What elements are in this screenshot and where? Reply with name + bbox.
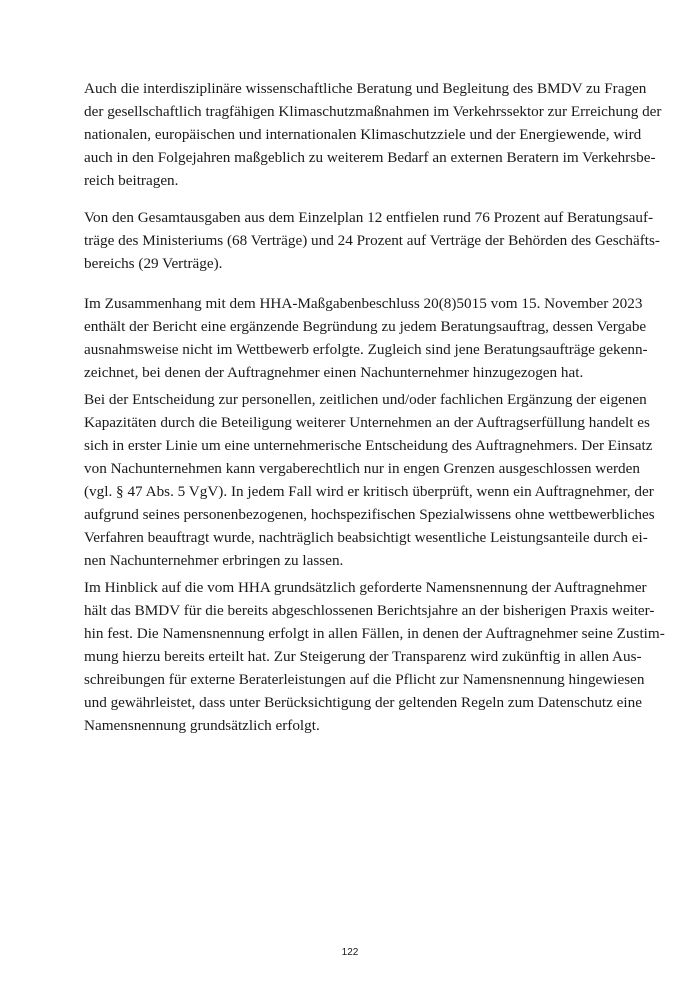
paragraph-line: hält das BMDV für die bereits abgeschlossenen Berichtsjahre an der bisherigen Praxis weiter- (84, 602, 655, 619)
paragraph-line: bereichs (29 Verträge). (84, 255, 223, 272)
paragraph-line: (vgl. § 47 Abs. 5 VgV). In jedem Fall wird er kritisch überprüft, wenn ein Auftragnehmer, der (84, 483, 654, 500)
paragraph-line: nationalen, europäischen und internationalen Klimaschutzziele und der Energiewende, wird (84, 126, 642, 143)
paragraph-line: von Nachunternehmen kann vergaberechtlich nur in engen Grenzen ausgeschlossen werden (84, 460, 640, 477)
paragraph-line: schreibungen für externe Beraterleistungen auf die Pflicht zur Namensnennung hingewiesen (84, 671, 645, 688)
paragraph-line: nen Nachunternehmer erbringen zu lassen. (84, 552, 344, 569)
paragraph-line: Im Zusammenhang mit dem HHA-Maßgabenbeschluss 20(8)5015 vom 15. November 2023 (84, 295, 643, 312)
paragraph-line: aufgrund seines personenbezogenen, hochspezifischen Spezialwissens ohne wettbewerbliches (84, 506, 655, 523)
paragraph-line: Im Hinblick auf die vom HHA grundsätzlich geforderte Namensnennung der Auftragnehmer (84, 579, 647, 596)
paragraph-line: enthält der Bericht eine ergänzende Begründung zu jedem Beratungsauftrag, dessen Vergabe (84, 318, 647, 335)
paragraph-line: Bei der Entscheidung zur personellen, zeitlichen und/oder fachlichen Ergänzung der eigenen (84, 391, 647, 408)
paragraph-line: träge des Ministeriums (68 Verträge) und 24 Prozent auf Verträge der Behörden des Geschäfts- (84, 232, 660, 249)
page-number: 122 (341, 947, 359, 958)
paragraph-line: Namensnennung grundsätzlich erfolgt. (84, 717, 320, 734)
paragraph-line: Kapazitäten durch die Beteiligung weiterer Unternehmen an der Auftragserfüllung handelt es (84, 414, 650, 431)
paragraph-line: Verfahren beauftragt wurde, nachträglich beabsichtigt wesentliche Leistungsanteile durch ei- (84, 529, 648, 546)
paragraph-line: Von den Gesamtausgaben aus dem Einzelplan 12 entfielen rund 76 Prozent auf Beratungsauf- (84, 209, 654, 226)
paragraph-line: mung hierzu bereits erteilt hat. Zur Steigerung der Transparenz wird zukünftig in allen Aus- (84, 648, 642, 665)
paragraph-line: reich beitragen. (84, 172, 179, 189)
paragraph-line: ausnahmsweise nicht im Wettbewerb erfolgte. Zugleich sind jene Beratungsaufträge gekenn- (84, 341, 648, 358)
paragraph-line: zeichnet, bei denen der Auftragnehmer einen Nachunternehmer hinzugezogen hat. (84, 364, 584, 381)
paragraph-line: und gewährleistet, dass unter Berücksichtigung der geltenden Regeln zum Datenschutz eine (84, 694, 642, 711)
paragraph-line: der gesellschaftlich tragfähigen Klimaschutzmaßnahmen im Verkehrssektor zur Erreichung der (84, 103, 662, 120)
paragraph-line: Auch die interdisziplinäre wissenschaftliche Beratung und Begleitung des BMDV zu Fragen (84, 80, 647, 97)
paragraph-line: auch in den Folgejahren maßgeblich zu weiterem Bedarf an externen Beratern im Verkehrsbe- (84, 149, 656, 166)
paragraph-line: sich in erster Linie um eine unternehmerische Entscheidung des Auftragnehmers. Der Einsatz (84, 437, 653, 454)
paragraph-line: hin fest. Die Namensnennung erfolgt in allen Fällen, in denen der Auftragnehmer seine Zustim- (84, 625, 665, 642)
